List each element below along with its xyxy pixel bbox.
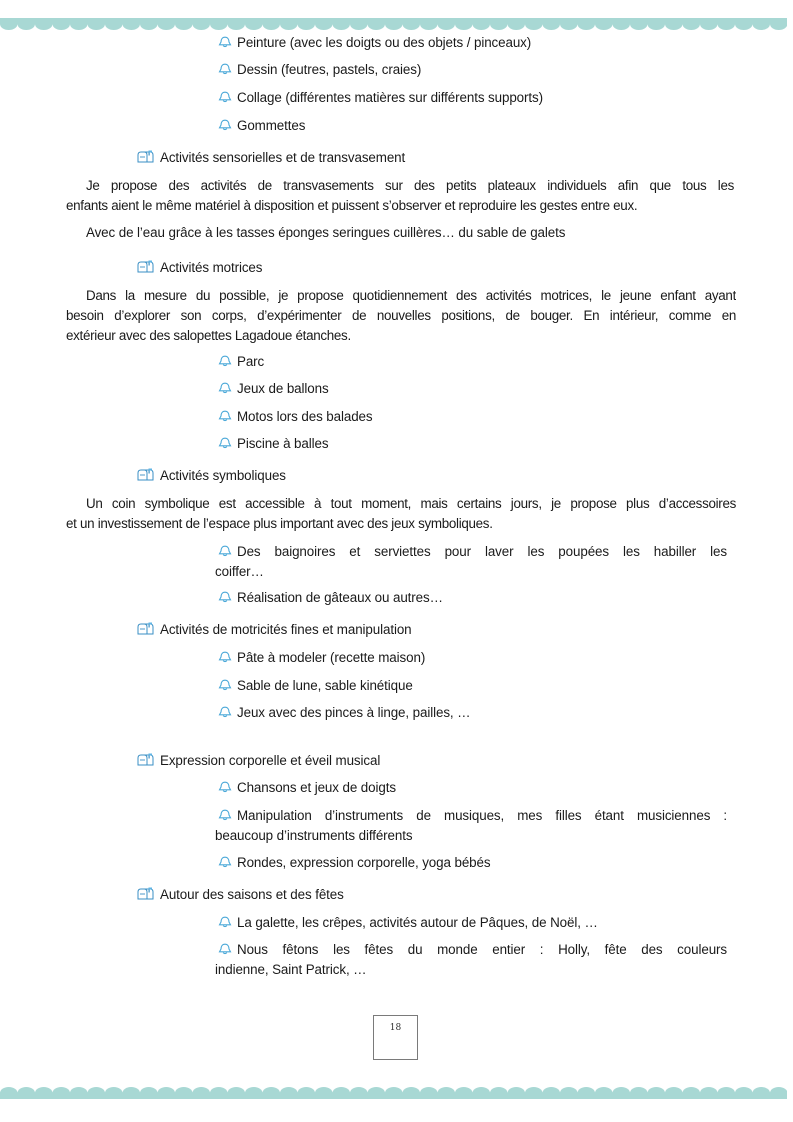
bell-bullet-icon: [218, 437, 232, 449]
scallop: [53, 18, 71, 30]
section-heading-symboliques: Activités symboliques: [137, 468, 286, 484]
list-item: Gommettes: [218, 118, 305, 134]
scallop: [455, 18, 473, 30]
scallop: [595, 18, 613, 30]
scallop: [595, 1087, 613, 1099]
scallop: [420, 1087, 438, 1099]
list-item: Pâte à modeler (recette maison): [218, 650, 425, 666]
scallop: [438, 18, 456, 30]
scallop: [158, 18, 176, 30]
scallop: [368, 18, 386, 30]
scallop: [648, 1087, 666, 1099]
bell-bullet-icon: [218, 410, 232, 422]
scallop: [525, 18, 543, 30]
scallop: [385, 18, 403, 30]
list-item: Manipulation d’instruments de musiques, mes filles étant musiciennes : beaucoup d’instruments différents: [215, 808, 727, 843]
scallop: [420, 18, 438, 30]
list-item: Jeux de ballons: [218, 381, 329, 397]
scallop: [613, 18, 631, 30]
scallop: [525, 1087, 543, 1099]
scallop: [315, 1087, 333, 1099]
scallop: [490, 1087, 508, 1099]
bell-bullet-icon: [218, 706, 232, 718]
scallop: [298, 1087, 316, 1099]
mailbox-icon: [137, 622, 155, 635]
scallop: [718, 1087, 736, 1099]
scallop: [665, 1087, 683, 1099]
scallop: [35, 18, 53, 30]
list-item: Piscine à balles: [218, 436, 328, 452]
bell-bullet-icon: [218, 91, 232, 103]
paragraph: Dans la mesure du possible, je propose quotidiennement des activités motrices, le jeune enfant ayant besoin d’explorer son corps, d’expérimenter de nouvelles positions, de bouger. En intérieur, comme en extérieur avec des salopettes Lagadoue étanches.: [66, 288, 736, 343]
bell-bullet-icon: [218, 679, 232, 691]
scallop: [70, 18, 88, 30]
scallop: [245, 1087, 263, 1099]
scallop: [175, 18, 193, 30]
scallop: [0, 1087, 18, 1099]
scallop: [578, 18, 596, 30]
scallop: [350, 1087, 368, 1099]
scallop: [630, 1087, 648, 1099]
scallop: [193, 18, 211, 30]
list-item: Rondes, expression corporelle, yoga bébés: [218, 855, 490, 871]
paragraph: Je propose des activités de transvasements sur des petits plateaux individuels afin que tous les enfants aient le même matériel à disposition et puissent s’observer et reproduire les gestes entre eux.: [66, 178, 734, 213]
scallop: [508, 1087, 526, 1099]
bell-bullet-icon: [218, 943, 232, 955]
scallop: [578, 1087, 596, 1099]
section-heading-saisons: Autour des saisons et des fêtes: [137, 887, 344, 903]
scallop: [630, 18, 648, 30]
scallop: [665, 18, 683, 30]
bell-bullet-icon: [218, 545, 232, 557]
scallop: [438, 1087, 456, 1099]
scallop: [315, 18, 333, 30]
scallop: [613, 1087, 631, 1099]
scallop: [543, 1087, 561, 1099]
scallop: [403, 18, 421, 30]
scallop: [88, 18, 106, 30]
scallop: [18, 1087, 36, 1099]
scallop: [158, 1087, 176, 1099]
list-item: Dessin (feutres, pastels, craies): [218, 62, 421, 78]
page-number: 18: [389, 1023, 402, 1033]
scallop: [683, 18, 701, 30]
scallop: [263, 1087, 281, 1099]
page-number-box: [373, 1015, 418, 1060]
scallop: [683, 1087, 701, 1099]
list-item: La galette, les crêpes, activités autour de Pâques, de Noël, …: [218, 915, 598, 931]
scallop: [0, 18, 18, 30]
scallop: [403, 1087, 421, 1099]
bell-bullet-icon: [218, 382, 232, 394]
scallop: [105, 18, 123, 30]
scallop: [700, 1087, 718, 1099]
section-heading-sensorielles: Activités sensorielles et de transvasement: [137, 150, 405, 166]
list-item: Des baignoires et serviettes pour laver les poupées les habiller les coiffer…: [215, 544, 727, 579]
mailbox-icon: [137, 150, 155, 163]
scallop: [280, 18, 298, 30]
scallop: [473, 1087, 491, 1099]
mailbox-icon: [137, 887, 155, 900]
scallop: [560, 1087, 578, 1099]
scallop: [210, 18, 228, 30]
list-item: Parc: [218, 354, 264, 370]
scallop: [18, 18, 36, 30]
paragraph: Avec de l’eau grâce à les tasses éponges seringues cuillères… du sable de galets: [86, 225, 566, 240]
bell-bullet-icon: [218, 781, 232, 793]
scallop: [385, 1087, 403, 1099]
scallop: [245, 18, 263, 30]
scallop: [753, 18, 771, 30]
list-item: Motos lors des balades: [218, 409, 373, 425]
bell-bullet-icon: [218, 809, 232, 821]
scallop: [280, 1087, 298, 1099]
mailbox-icon: [137, 260, 155, 273]
list-item: Sable de lune, sable kinétique: [218, 678, 413, 694]
scallop: [53, 1087, 71, 1099]
scallop: [333, 1087, 351, 1099]
scallop: [123, 18, 141, 30]
scallop: [88, 1087, 106, 1099]
scallop: [298, 18, 316, 30]
mailbox-icon: [137, 753, 155, 766]
scallop: [648, 18, 666, 30]
scallop: [210, 1087, 228, 1099]
bell-bullet-icon: [218, 591, 232, 603]
scallop: [770, 1087, 787, 1099]
scallop: [543, 18, 561, 30]
list-item: Chansons et jeux de doigts: [218, 780, 396, 796]
scallop: [140, 18, 158, 30]
scallop: [35, 1087, 53, 1099]
list-item: Collage (différentes matières sur différents supports): [218, 90, 543, 106]
scallop: [753, 1087, 771, 1099]
list-item: Jeux avec des pinces à linge, pailles, …: [218, 705, 470, 721]
scallop: [123, 1087, 141, 1099]
scallop: [735, 18, 753, 30]
scallop: [700, 18, 718, 30]
scallop: [560, 18, 578, 30]
scallop: [490, 18, 508, 30]
scallop: [455, 1087, 473, 1099]
scallop: [735, 1087, 753, 1099]
list-item: Réalisation de gâteaux ou autres…: [218, 590, 443, 606]
top-scalloped-border: [0, 18, 787, 32]
scallop: [368, 1087, 386, 1099]
section-heading-motrices: Activités motrices: [137, 260, 262, 276]
scallop: [193, 1087, 211, 1099]
scallop: [770, 18, 787, 30]
scallop: [473, 18, 491, 30]
bell-bullet-icon: [218, 119, 232, 131]
bell-bullet-icon: [218, 916, 232, 928]
scallop: [508, 18, 526, 30]
scallop: [140, 1087, 158, 1099]
bottom-scalloped-border: [0, 1085, 787, 1099]
list-item: Peinture (avec les doigts ou des objets / pinceaux): [218, 35, 531, 51]
scallop: [350, 18, 368, 30]
bell-bullet-icon: [218, 36, 232, 48]
mailbox-icon: [137, 468, 155, 481]
scallop: [228, 1087, 246, 1099]
scallop: [333, 18, 351, 30]
list-item: Nous fêtons les fêtes du monde entier : Holly, fête des couleurs indienne, Saint Patrick, …: [215, 942, 727, 977]
section-heading-expression: Expression corporelle et éveil musical: [137, 753, 380, 769]
scallop: [263, 18, 281, 30]
section-heading-motricite-fine: Activités de motricités fines et manipulation: [137, 622, 412, 638]
scallop: [105, 1087, 123, 1099]
bell-bullet-icon: [218, 651, 232, 663]
scallop: [175, 1087, 193, 1099]
bell-bullet-icon: [218, 355, 232, 367]
scallop: [718, 18, 736, 30]
scallop: [228, 18, 246, 30]
scallop: [70, 1087, 88, 1099]
bell-bullet-icon: [218, 856, 232, 868]
paragraph: Un coin symbolique est accessible à tout moment, mais certains jours, je propose plus d’accessoires et un investissement de l’espace plus important avec des jeux symboliques.: [66, 496, 736, 531]
bell-bullet-icon: [218, 63, 232, 75]
